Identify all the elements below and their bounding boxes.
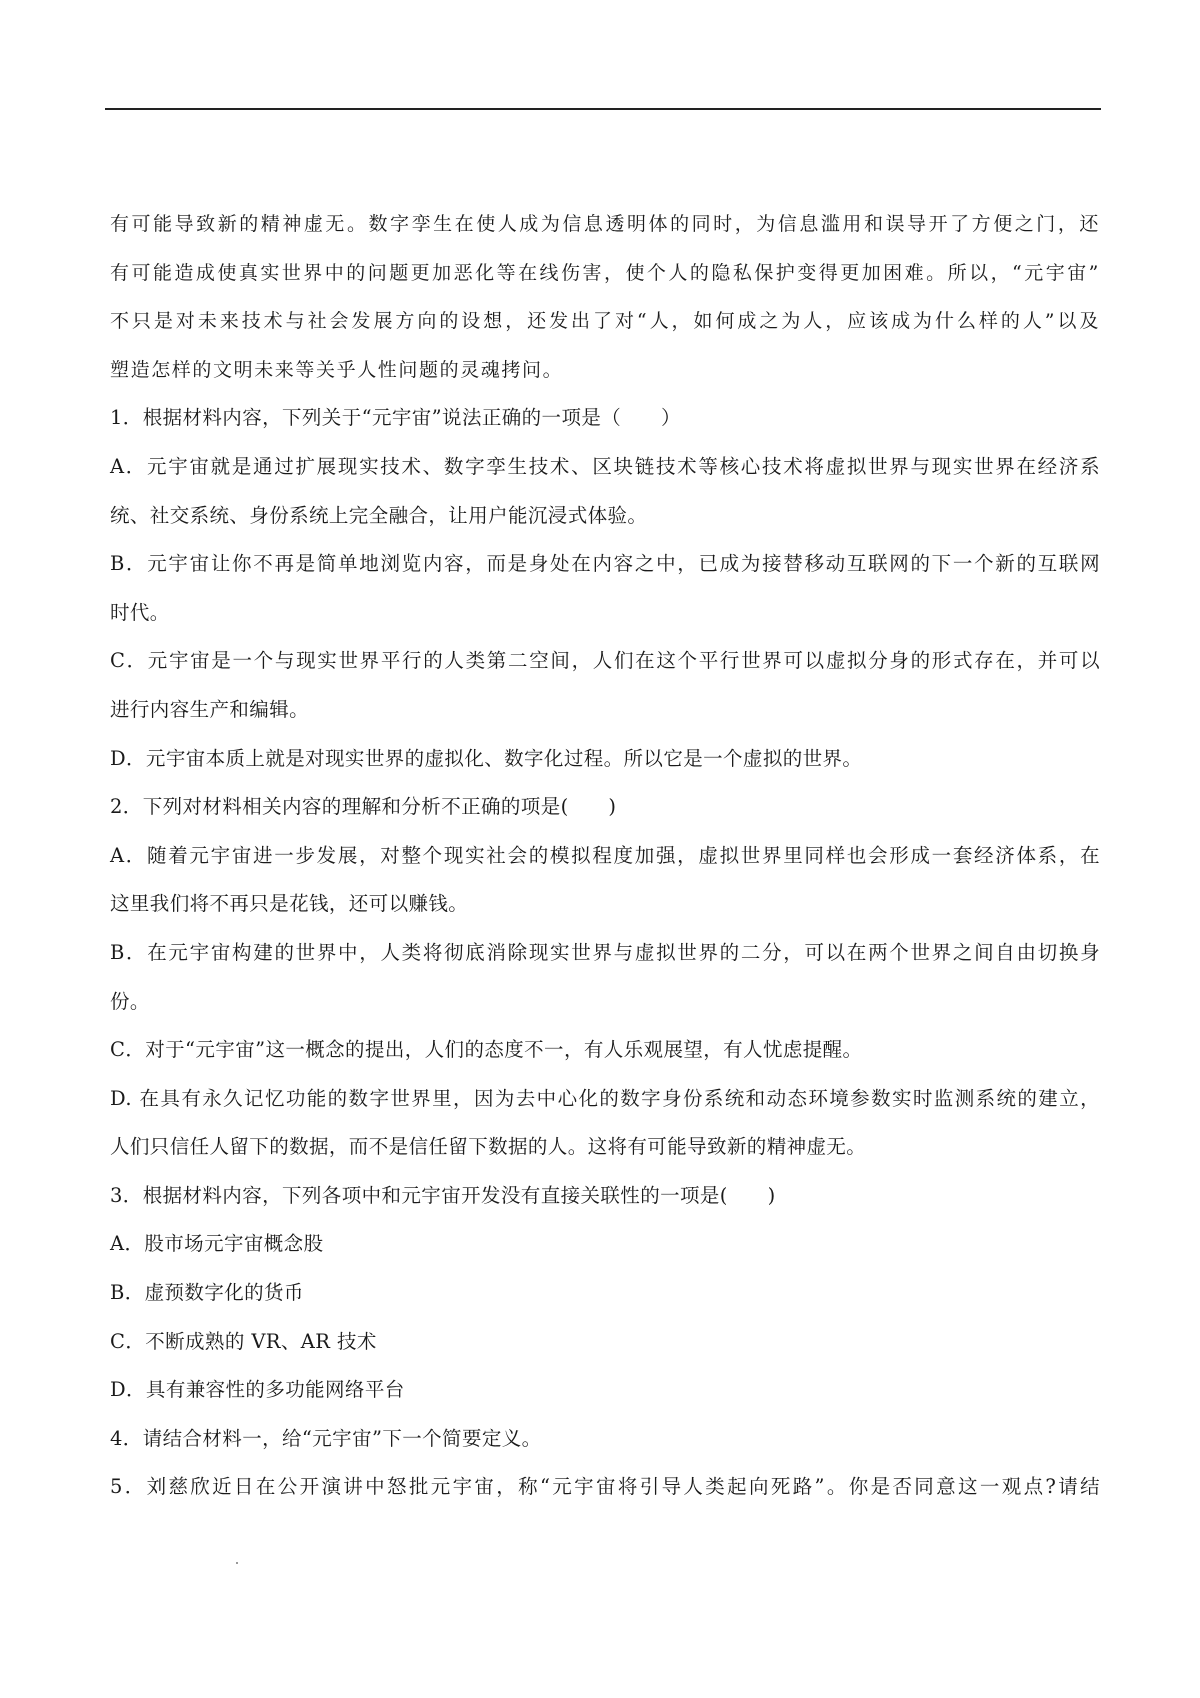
question-1 <box>110 394 1100 783</box>
passage <box>110 200 1100 394</box>
option-b: B．虚预数字化的货币 <box>110 1281 304 1305</box>
option-a: A．股市场元宇宙概念股 <box>110 1232 324 1256</box>
option-b: B．在元宇宙构建的世界中，人类将彻底消除现实世界与虚拟世界的二分，可以在两个世界之间自由切换身 <box>110 940 1100 964</box>
question-stem: 2．下列对材料相关内容的理解和分析不正确的项是( ) <box>110 795 617 819</box>
question-3 <box>110 1172 1100 1415</box>
passage-line: 塑造怎样的文明未来等关乎人性问题的灵魂拷问。 <box>110 358 564 381</box>
option-c-cont: 进行内容生产和编辑。 <box>110 697 310 721</box>
option-a-cont: 统、社交系统、身份系统上完全融合，让用户能沉浸式体验。 <box>110 503 648 527</box>
passage-line: 有可能造成使真实世界中的问题更加恶化等在线伤害，使个人的隐私保护变得更加困难。所以，“元宇宙” <box>110 261 1100 284</box>
header-rule <box>105 108 1101 110</box>
question-stem: 5．刘慈欣近日在公开演讲中怒批元宇宙，称“元宇宙将引导人类起向死路”。你是否同意这一观点?请结 <box>110 1475 1100 1499</box>
question-stem: 4．请结合材料一，给“元宇宙”下一个简要定义。 <box>110 1426 542 1450</box>
option-b: B．元宇宙让你不再是简单地浏览内容，而是身处在内容之中，已成为接替移动互联网的下一个新的互联网 <box>110 552 1100 576</box>
question-5 <box>110 1463 1100 1512</box>
option-d: D．元宇宙本质上就是对现实世界的虚拟化、数字化过程。所以它是一个虚拟的世界。 <box>110 746 863 770</box>
option-d: D. 在具有永久记忆功能的数字世界里，因为去中心化的数字身份系统和动态环境参数实时监测系统的建立， <box>110 1086 1100 1110</box>
option-a: A．元宇宙就是通过扩展现实技术、数字孪生技术、区块链技术等核心技术将虚拟世界与现实世界在经济系 <box>110 454 1100 478</box>
question-2 <box>110 783 1100 1172</box>
option-b-cont: 时代。 <box>110 600 170 624</box>
option-b-cont: 份。 <box>110 989 150 1013</box>
option-d-cont: 人们只信任人留下的数据，而不是信任留下数据的人。这将有可能导致新的精神虚无。 <box>110 1135 867 1159</box>
passage-line: 不只是对未来技术与社会发展方向的设想，还发出了对“人，如何成之为人，应该成为什么样的人”以及 <box>110 310 1100 333</box>
document-body <box>110 200 1100 1512</box>
option-a-cont: 这里我们将不再只是花钱，还可以赚钱。 <box>110 892 469 916</box>
option-d: D．具有兼容性的多功能网络平台 <box>110 1378 405 1402</box>
footer-mark <box>236 1562 238 1564</box>
question-stem: 1．根据材料内容，下列关于“元宇宙”说法正确的一项是（ ） <box>110 406 681 430</box>
option-c: C．不断成熟的 VR、AR 技术 <box>110 1329 377 1353</box>
option-c: C．元宇宙是一个与现实世界平行的人类第二空间，人们在这个平行世界可以虚拟分身的形式存在，并可以 <box>110 649 1100 673</box>
question-4 <box>110 1415 1100 1464</box>
option-a: A．随着元宇宙进一步发展，对整个现实社会的模拟程度加强，虚拟世界里同样也会形成一套经济体系，在 <box>110 843 1100 867</box>
option-c: C．对于“元宇宙”这一概念的提出，人们的态度不一，有人乐观展望，有人忧虑提醒。 <box>110 1038 863 1062</box>
passage-line: 有可能导致新的精神虚无。数字孪生在使人成为信息透明体的同时，为信息滥用和误导开了方便之门，还 <box>110 213 1100 235</box>
question-stem: 3．根据材料内容，下列各项中和元宇宙开发没有直接关联性的一项是( ) <box>110 1183 776 1207</box>
